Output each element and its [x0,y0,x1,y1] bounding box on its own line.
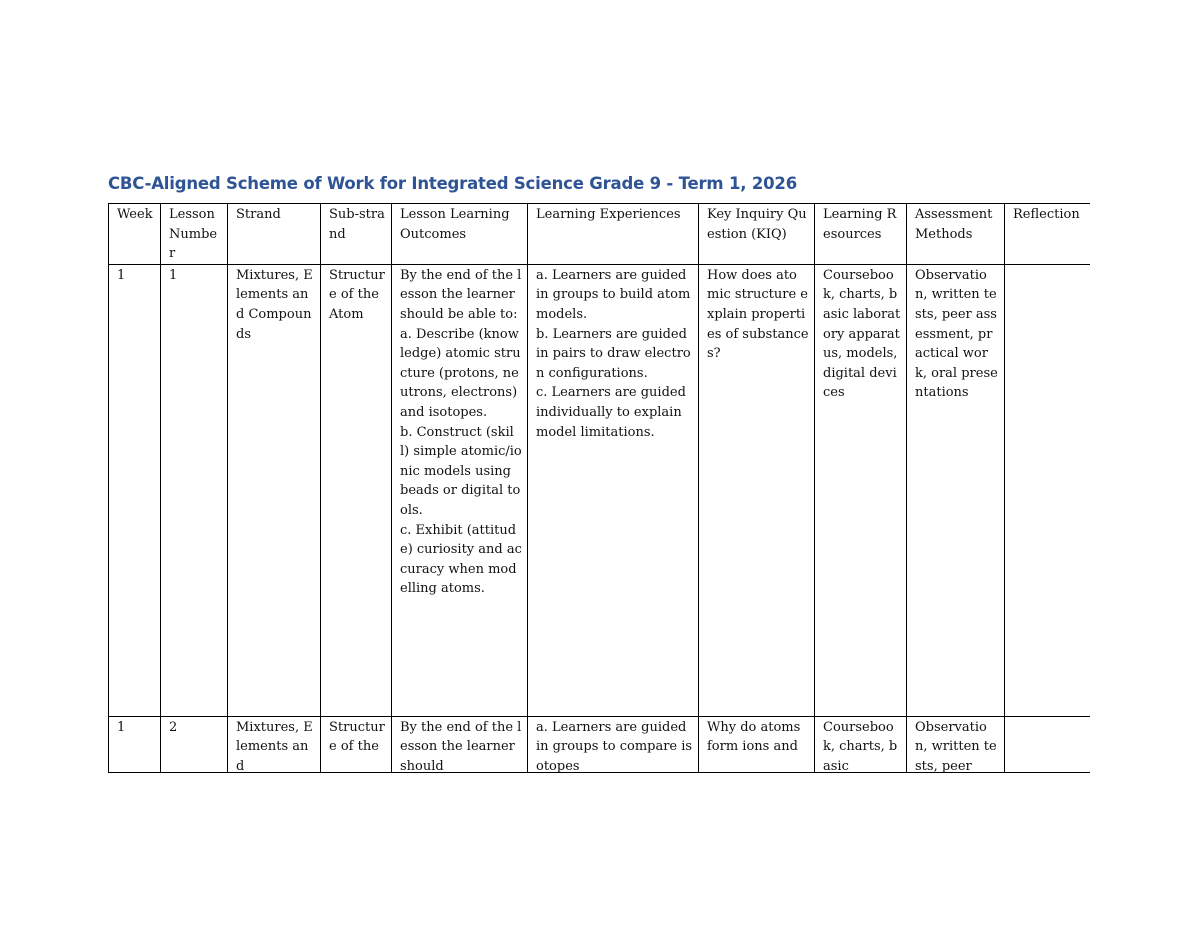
cell-kiq: How does atomic structure explain properties of substances? [699,264,815,716]
cell-outcomes: By the end of the lesson the learner should be able to: a. Describe (knowledge) atomic structure (protons, neutrons, electrons) and isotopes. b. Construct (skill) simple atomic/ionic models using beads or digital tools. c. Exhibit (attitude) curiosity and accuracy when modelling atoms. [392,264,528,716]
header-lesson-number: Lesson Number [161,204,228,265]
table-row [109,264,1091,716]
header-reflection: Reflection [1005,204,1091,265]
cell-experiences: a. Learners are guided in groups to build atom models. b. Learners are guided in pairs to draw electron configurations. c. Learners are guided individually to explain model limitations. [528,264,699,716]
header-outcomes: Lesson Learning Outcomes [392,204,528,265]
cell-lesson-number: 2 [161,716,228,773]
header-assessment: Assessment Methods [907,204,1005,265]
cell-experiences: a. Learners are guided in groups to compare isotopes [528,716,699,773]
scheme-of-work-table [108,203,1090,773]
header-row [109,204,1091,265]
cell-resources: Coursebook, charts, basic laboratory apparatus, models, digital devices [815,264,907,716]
cell-week: 1 [109,264,161,716]
cell-sub-strand: Structure of the Atom [321,264,392,716]
cell-strand: Mixtures, Elements and [228,716,321,773]
header-strand: Strand [228,204,321,265]
cell-resources: Coursebook, charts, basic [815,716,907,773]
header-kiq: Key Inquiry Question (KIQ) [699,204,815,265]
header-resources: Learning Resources [815,204,907,265]
header-week: Week [109,204,161,265]
document-title: CBC-Aligned Scheme of Work for Integrated Science Grade 9 - Term 1, 2026 [108,174,797,193]
cell-sub-strand: Structure of the [321,716,392,773]
table-row [109,716,1091,773]
cell-outcomes: By the end of the lesson the learner should [392,716,528,773]
cell-lesson-number: 1 [161,264,228,716]
cell-assessment: Observation, written tests, peer assessment, practical work, oral presentations [907,264,1005,716]
cell-reflection [1005,716,1091,773]
cell-kiq: Why do atoms form ions and [699,716,815,773]
header-sub-strand: Sub-strand [321,204,392,265]
cell-assessment: Observation, written tests, peer [907,716,1005,773]
header-experiences: Learning Experiences [528,204,699,265]
cell-week: 1 [109,716,161,773]
table [108,203,1090,773]
cell-reflection [1005,264,1091,716]
cell-strand: Mixtures, Elements and Compounds [228,264,321,716]
